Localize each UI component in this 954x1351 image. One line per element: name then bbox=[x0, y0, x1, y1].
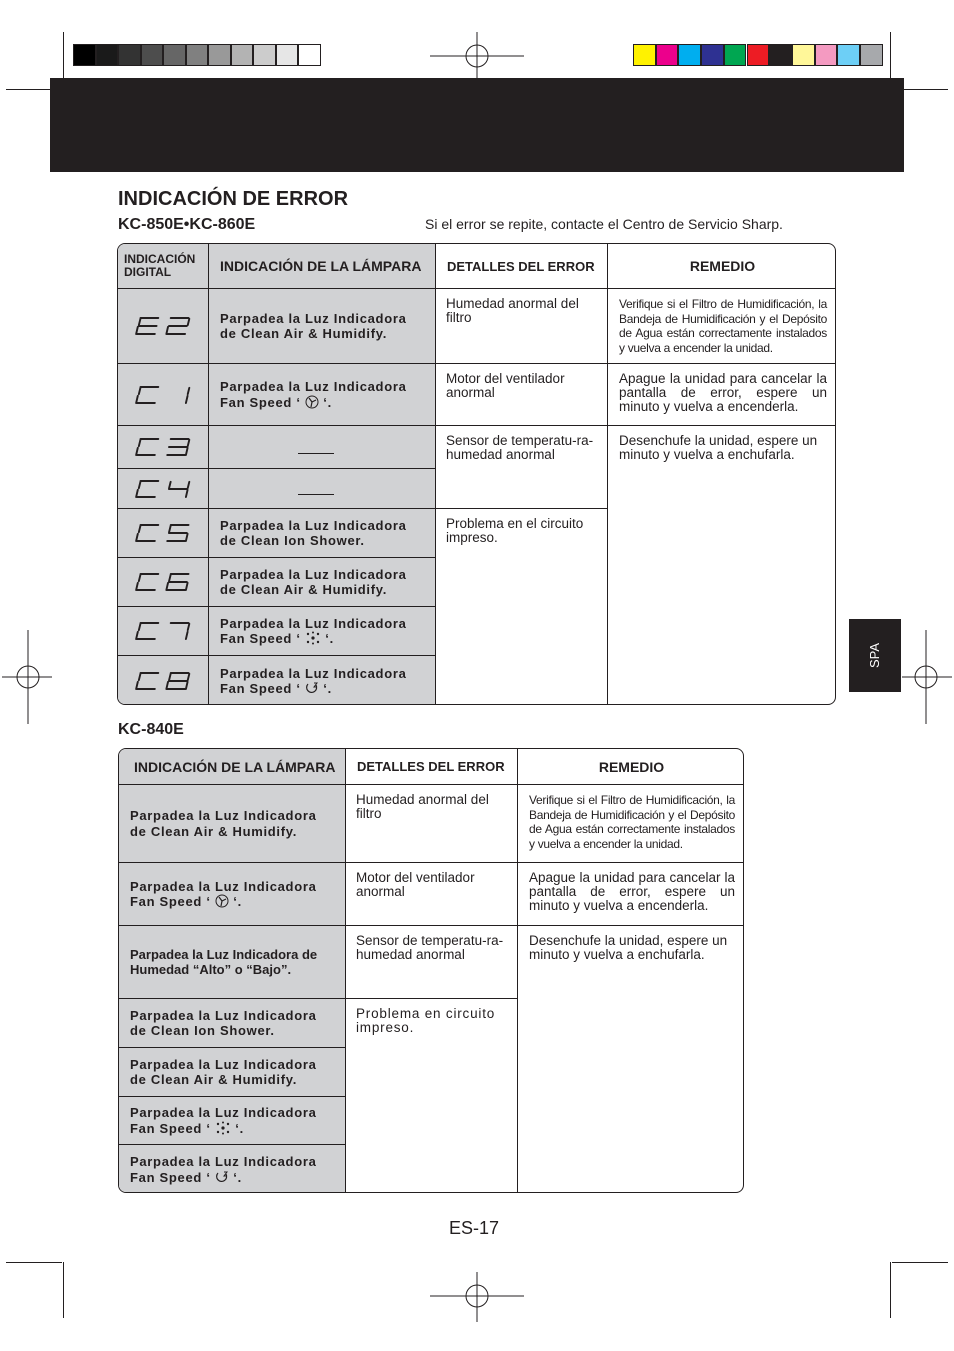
remedy-restart: Apague la unidad para cancelar la pantalla de error, espere un minuto y vuelva a encenderla. bbox=[608, 364, 836, 426]
color-swatch bbox=[860, 44, 883, 66]
digital-code-cell bbox=[118, 558, 209, 607]
digital-code-cell bbox=[118, 509, 209, 558]
color-swatch bbox=[815, 44, 838, 66]
error-code-display bbox=[131, 382, 195, 408]
lamp-indication-cell bbox=[209, 656, 436, 705]
gray-swatch bbox=[96, 44, 119, 66]
gray-swatch bbox=[298, 44, 321, 66]
digital-code-cell bbox=[118, 607, 209, 656]
lamp-text-line2: Fan Speed ‘ bbox=[220, 681, 301, 696]
digital-code-cell bbox=[118, 469, 209, 509]
lamp-text-line2: de Clean Air & Humidify. bbox=[130, 823, 298, 839]
color-swatch bbox=[792, 44, 815, 66]
error-code-display bbox=[131, 618, 195, 644]
lamp-text-line2: de Clean Air & Humidify. bbox=[130, 1072, 298, 1087]
lamp-indication-cell bbox=[209, 364, 436, 426]
no-indication-dash bbox=[298, 453, 334, 454]
gray-swatch bbox=[208, 44, 231, 66]
lamp-text-line1: Parpadea la Luz Indicadora bbox=[220, 665, 407, 681]
color-swatch bbox=[656, 44, 679, 66]
page-number: ES-17 bbox=[449, 1218, 500, 1238]
lamp-text-line1: Parpadea la Luz Indicadora bbox=[220, 310, 407, 326]
detail-filter-2: Humedad anormal del filtro bbox=[346, 785, 518, 863]
remedy-unplug-2: Desenchufe la unidad, espere un minuto y vuelva a enchufarla. bbox=[529, 933, 728, 962]
registration-mark-top bbox=[430, 32, 524, 82]
color-swatch bbox=[747, 44, 770, 66]
lamp-indication-cell bbox=[119, 1048, 346, 1097]
color-swatch bbox=[701, 44, 724, 66]
header-bar bbox=[50, 78, 904, 172]
detail-circuit: Problema en el circuito impreso. bbox=[436, 509, 608, 705]
header-lamp-2: INDICACIÓN DE LA LÁMPARA bbox=[119, 749, 346, 785]
no-indication-dash bbox=[298, 494, 334, 495]
service-note: Si el error se repite, contacte el Centro de Servicio Sharp. bbox=[425, 216, 783, 232]
color-swatch bbox=[769, 44, 792, 66]
lamp-text-end: ‘. bbox=[233, 894, 242, 909]
lamp-text-line1: Parpadea la Luz Indicadora bbox=[130, 1154, 317, 1169]
lamp-text-line2: de Clean Ion Shower. bbox=[130, 1023, 275, 1038]
fan-sleep-icon bbox=[215, 1170, 229, 1184]
lamp-indication-cell bbox=[209, 607, 436, 656]
lamp-text-line2: Fan Speed ‘ bbox=[130, 1120, 211, 1136]
registration-mark-left bbox=[2, 630, 52, 724]
header-remedy-2: REMEDIO bbox=[518, 749, 744, 785]
header-details: DETALLES DEL ERROR bbox=[436, 244, 608, 289]
error-table-kc840 bbox=[118, 748, 744, 1193]
fan-sleep-icon bbox=[305, 681, 319, 695]
lamp-text-line1: Parpadea la Luz Indicadora de bbox=[130, 946, 318, 962]
lamp-text-line2: de Clean Air & Humidify. bbox=[220, 582, 388, 597]
error-code-display bbox=[131, 520, 195, 546]
lamp-indication-cell bbox=[209, 426, 436, 469]
header-digital: INDICACIÓN DIGITAL bbox=[118, 244, 209, 289]
remedy-restart-2: Apague la unidad para cancelar la pantalla de error, espere un minuto y vuelva a encenderla. bbox=[518, 863, 744, 926]
lamp-indication-cell bbox=[209, 469, 436, 509]
color-swatch bbox=[633, 44, 656, 66]
lamp-text-line2: Fan Speed ‘ bbox=[130, 1169, 211, 1185]
remedy-unplug: Desenchufe la unidad, espere un minuto y vuelva a enchufarla. bbox=[619, 433, 818, 462]
fan-pollen-icon bbox=[305, 631, 321, 645]
detail-sensor-2: Sensor de temperatu-ra-humedad anormal bbox=[346, 926, 518, 999]
lamp-indication-cell bbox=[119, 926, 346, 999]
lamp-text-line1: Parpadea la Luz Indicadora bbox=[220, 566, 407, 582]
lamp-text-line1: Parpadea la Luz Indicadora bbox=[130, 1056, 317, 1072]
gray-swatch bbox=[163, 44, 186, 66]
lamp-text-line1: Parpadea la Luz Indicadora bbox=[130, 1007, 317, 1023]
lamp-text-line1: Parpadea la Luz Indicadora bbox=[220, 379, 407, 394]
digital-code-cell bbox=[118, 289, 209, 364]
lamp-text-line1: Parpadea la Luz Indicadora bbox=[220, 615, 407, 631]
lamp-text-line2: de Clean Air & Humidify. bbox=[220, 326, 388, 341]
gray-swatch bbox=[276, 44, 299, 66]
fan-auto-icon bbox=[305, 395, 319, 409]
detail-fan-motor-2: Motor del ventilador anormal bbox=[346, 863, 518, 926]
lamp-text-line2: de Clean Ion Shower. bbox=[220, 533, 365, 548]
digital-code-cell bbox=[118, 364, 209, 426]
lamp-text-line2: Fan Speed ‘ bbox=[220, 631, 301, 646]
detail-circuit-2: Problema en circuito impreso. bbox=[346, 999, 518, 1193]
lamp-indication-cell bbox=[119, 785, 346, 863]
lamp-text-line1: Parpadea la Luz Indicadora bbox=[130, 1105, 317, 1120]
color-swatch bbox=[724, 44, 747, 66]
header-lamp: INDICACIÓN DE LA LÁMPARA bbox=[209, 244, 436, 289]
digital-code-cell bbox=[118, 426, 209, 469]
lamp-text-end: ‘. bbox=[233, 1169, 242, 1185]
page-title: INDICACIÓN DE ERROR bbox=[118, 188, 349, 210]
color-swatch bbox=[678, 44, 701, 66]
lamp-indication-cell bbox=[119, 1097, 346, 1145]
lamp-indication-cell bbox=[119, 863, 346, 926]
detail-filter: Humedad anormal del filtro bbox=[436, 289, 608, 364]
lamp-text-end: ‘. bbox=[323, 394, 332, 410]
language-tab bbox=[849, 619, 901, 692]
lamp-text-line1: Parpadea la Luz Indicadora bbox=[220, 517, 407, 533]
model-kc840: KC-840E bbox=[118, 721, 184, 738]
lamp-indication-cell bbox=[209, 509, 436, 558]
error-code-display bbox=[131, 476, 195, 502]
lamp-indication-cell bbox=[209, 558, 436, 607]
digital-code-cell bbox=[118, 656, 209, 705]
language-tab-label: SPA bbox=[867, 642, 883, 669]
color-swatch bbox=[837, 44, 860, 66]
lamp-indication-cell bbox=[119, 999, 346, 1048]
error-code-display bbox=[131, 313, 195, 339]
fan-auto-icon bbox=[215, 894, 229, 908]
gray-swatch bbox=[141, 44, 164, 66]
remedy-verify-2: Verifique si el Filtro de Humidificación, la Bandeja de Humidificación y el Depósito de Agua están correctamente instalados y vuelva a encender la unidad. bbox=[518, 785, 744, 863]
gray-swatch bbox=[73, 44, 96, 66]
error-code-display bbox=[131, 668, 195, 694]
lamp-text-line2: Humedad “Alto” o “Bajo”. bbox=[130, 962, 292, 977]
registration-mark-right bbox=[902, 630, 952, 724]
lamp-indication-cell bbox=[119, 1145, 346, 1193]
error-code-display bbox=[131, 569, 195, 595]
lamp-indication-cell bbox=[209, 289, 436, 364]
detail-sensor: Sensor de temperatu-ra-humedad anormal bbox=[436, 426, 608, 509]
lamp-text-line2: Fan Speed ‘ bbox=[130, 894, 211, 909]
error-code-display bbox=[131, 434, 195, 460]
gray-swatch bbox=[118, 44, 141, 66]
lamp-text-line1: Parpadea la Luz Indicadora bbox=[130, 878, 317, 894]
lamp-text-line1: Parpadea la Luz Indicadora bbox=[130, 808, 317, 823]
fan-pollen-icon bbox=[215, 1121, 231, 1135]
lamp-text-line2: Fan Speed ‘ bbox=[220, 394, 301, 410]
gray-swatch bbox=[186, 44, 209, 66]
model-kc850-kc860: KC-850E•KC-860E bbox=[118, 216, 256, 233]
lamp-text-end: ‘. bbox=[325, 631, 334, 646]
gray-swatch bbox=[231, 44, 254, 66]
lamp-text-end: ‘. bbox=[323, 681, 332, 696]
remedy-verify: Verifique si el Filtro de Humidificación, la Bandeja de Humidificación y el Depósito de Agua están correctamente instalados y vuelva a encender la unidad. bbox=[608, 289, 836, 364]
detail-fan-motor: Motor del ventilador anormal bbox=[436, 364, 608, 426]
lamp-text-end: ‘. bbox=[235, 1120, 244, 1136]
gray-swatch bbox=[253, 44, 276, 66]
header-remedy: REMEDIO bbox=[608, 244, 836, 289]
error-table-kc850 bbox=[117, 243, 836, 705]
registration-mark-bottom bbox=[430, 1272, 524, 1322]
header-details-2: DETALLES DEL ERROR bbox=[346, 749, 518, 785]
